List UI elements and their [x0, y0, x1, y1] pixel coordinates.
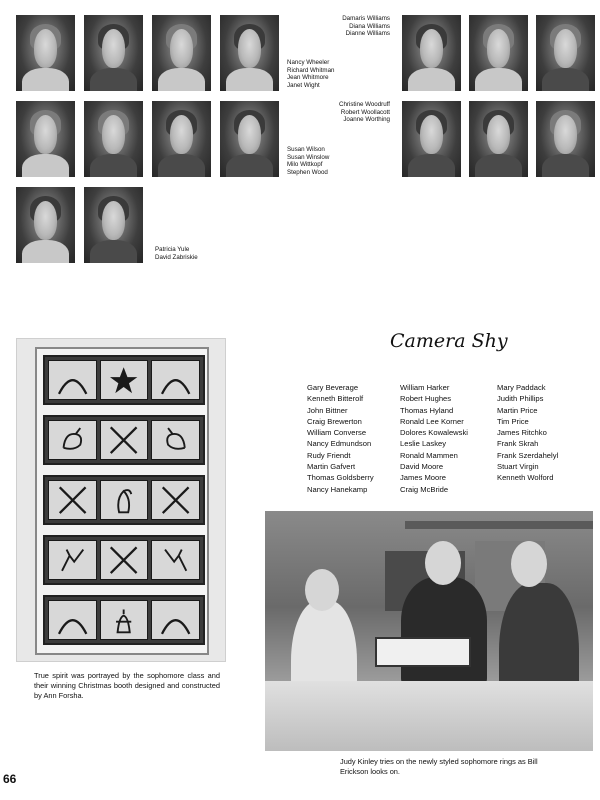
student-name: Thomas Hyland	[400, 405, 454, 415]
student-name: Joanne Worthing	[343, 116, 390, 124]
student-name: William Converse	[307, 428, 367, 438]
page-number: 66	[3, 772, 17, 786]
display-counter	[265, 681, 593, 751]
student-name: Dianne Williams	[345, 30, 390, 38]
student-name: Martin Price	[497, 405, 538, 415]
portrait-photo	[84, 187, 143, 263]
student-name: Diana Williams	[349, 22, 390, 30]
portrait-photo	[402, 101, 461, 177]
student-name: Robert Hughes	[400, 394, 452, 404]
portrait-photo	[536, 15, 595, 91]
class-rings-photo	[265, 511, 593, 751]
portrait-photo	[16, 101, 75, 177]
portrait-photo	[469, 15, 528, 91]
student-name: Kenneth Bitterolf	[307, 394, 364, 404]
portrait-photo	[220, 15, 279, 91]
student-name: Gary Beverage	[307, 383, 359, 392]
student-name: Nancy Wheeler	[287, 59, 330, 66]
portrait-photo	[84, 15, 143, 91]
rings-caption: Judy Kinley tries on the newly styled sophomore rings as Bill Erickson looks on.	[340, 757, 538, 776]
portrait-photo	[16, 187, 75, 263]
portrait-photo	[84, 101, 143, 177]
student-name: Susan Winslow	[287, 153, 330, 161]
student-name: Judith Phillips	[497, 394, 544, 404]
student-name: James Moore	[400, 473, 447, 483]
name-list	[330, 15, 390, 38]
portrait-photo	[16, 15, 75, 91]
student-name: Martin Gafvert	[307, 462, 356, 472]
camera-shy-column	[307, 382, 374, 495]
student-name: Dolores Kowalewski	[400, 428, 468, 438]
student-name: Patricia Yule	[155, 246, 190, 253]
portrait-photo	[469, 101, 528, 177]
student-name: Leslie Laskey	[400, 439, 447, 449]
student-name: Rudy Friendt	[307, 450, 351, 460]
stained-glass-panel	[35, 347, 209, 655]
student-name: Christine Woodruff	[338, 101, 390, 108]
student-name: Nancy Edmundson	[307, 439, 372, 449]
student-name: Stuart Virgin	[497, 462, 539, 472]
name-list	[320, 101, 390, 124]
student-name: Tim Price	[497, 416, 529, 426]
portrait-photo	[220, 101, 279, 177]
student-name: Kenneth Wolford	[497, 473, 554, 483]
booth-caption: True spirit was portrayed by the sophomore class and their winning Christmas booth designed and constructed by Ann Forsha.	[34, 671, 220, 700]
student-name: Ronald Lee Korner	[400, 416, 464, 426]
christmas-booth-photo	[16, 338, 226, 662]
student-name: Nancy Hanekamp	[307, 484, 368, 494]
name-list	[287, 59, 334, 89]
student-name: William Harker	[400, 383, 450, 392]
portrait-photo	[152, 101, 211, 177]
portrait-photo	[152, 15, 211, 91]
student-name: Robert Woollacott	[340, 108, 390, 116]
student-name: John Bittner	[307, 405, 348, 415]
student-name: Ronald Mammen	[400, 450, 458, 460]
name-list	[155, 246, 198, 261]
portrait-photo	[536, 101, 595, 177]
student-name: Craig Brewerton	[307, 416, 362, 426]
student-name: Jean Whitmore	[287, 74, 329, 82]
student-name: James Ritchko	[497, 428, 547, 438]
student-name: Susan Wilson	[287, 146, 325, 153]
student-name: Richard Whitman	[287, 66, 335, 74]
name-list	[287, 146, 329, 176]
student-name: Stephen Wood	[287, 168, 328, 176]
portrait-photo	[402, 15, 461, 91]
camera-shy-title: Camera Shy	[390, 330, 508, 352]
student-name: Mary Paddack	[497, 383, 546, 392]
student-name: Craig McBride	[400, 484, 449, 494]
student-name: Thomas Goldsberry	[307, 473, 374, 483]
camera-shy-column	[497, 382, 558, 484]
camera-shy-column	[400, 382, 468, 495]
student-name: Janet Wight	[287, 81, 320, 89]
student-name: Milo Wittkopf	[287, 161, 323, 169]
student-name: Frank Szerdahelyl	[497, 450, 559, 460]
student-name: David Zabriskie	[155, 253, 198, 261]
student-name: Frank Skrah	[497, 439, 539, 449]
student-name: David Moore	[400, 462, 444, 472]
student-name: Damaris Williams	[342, 15, 390, 22]
